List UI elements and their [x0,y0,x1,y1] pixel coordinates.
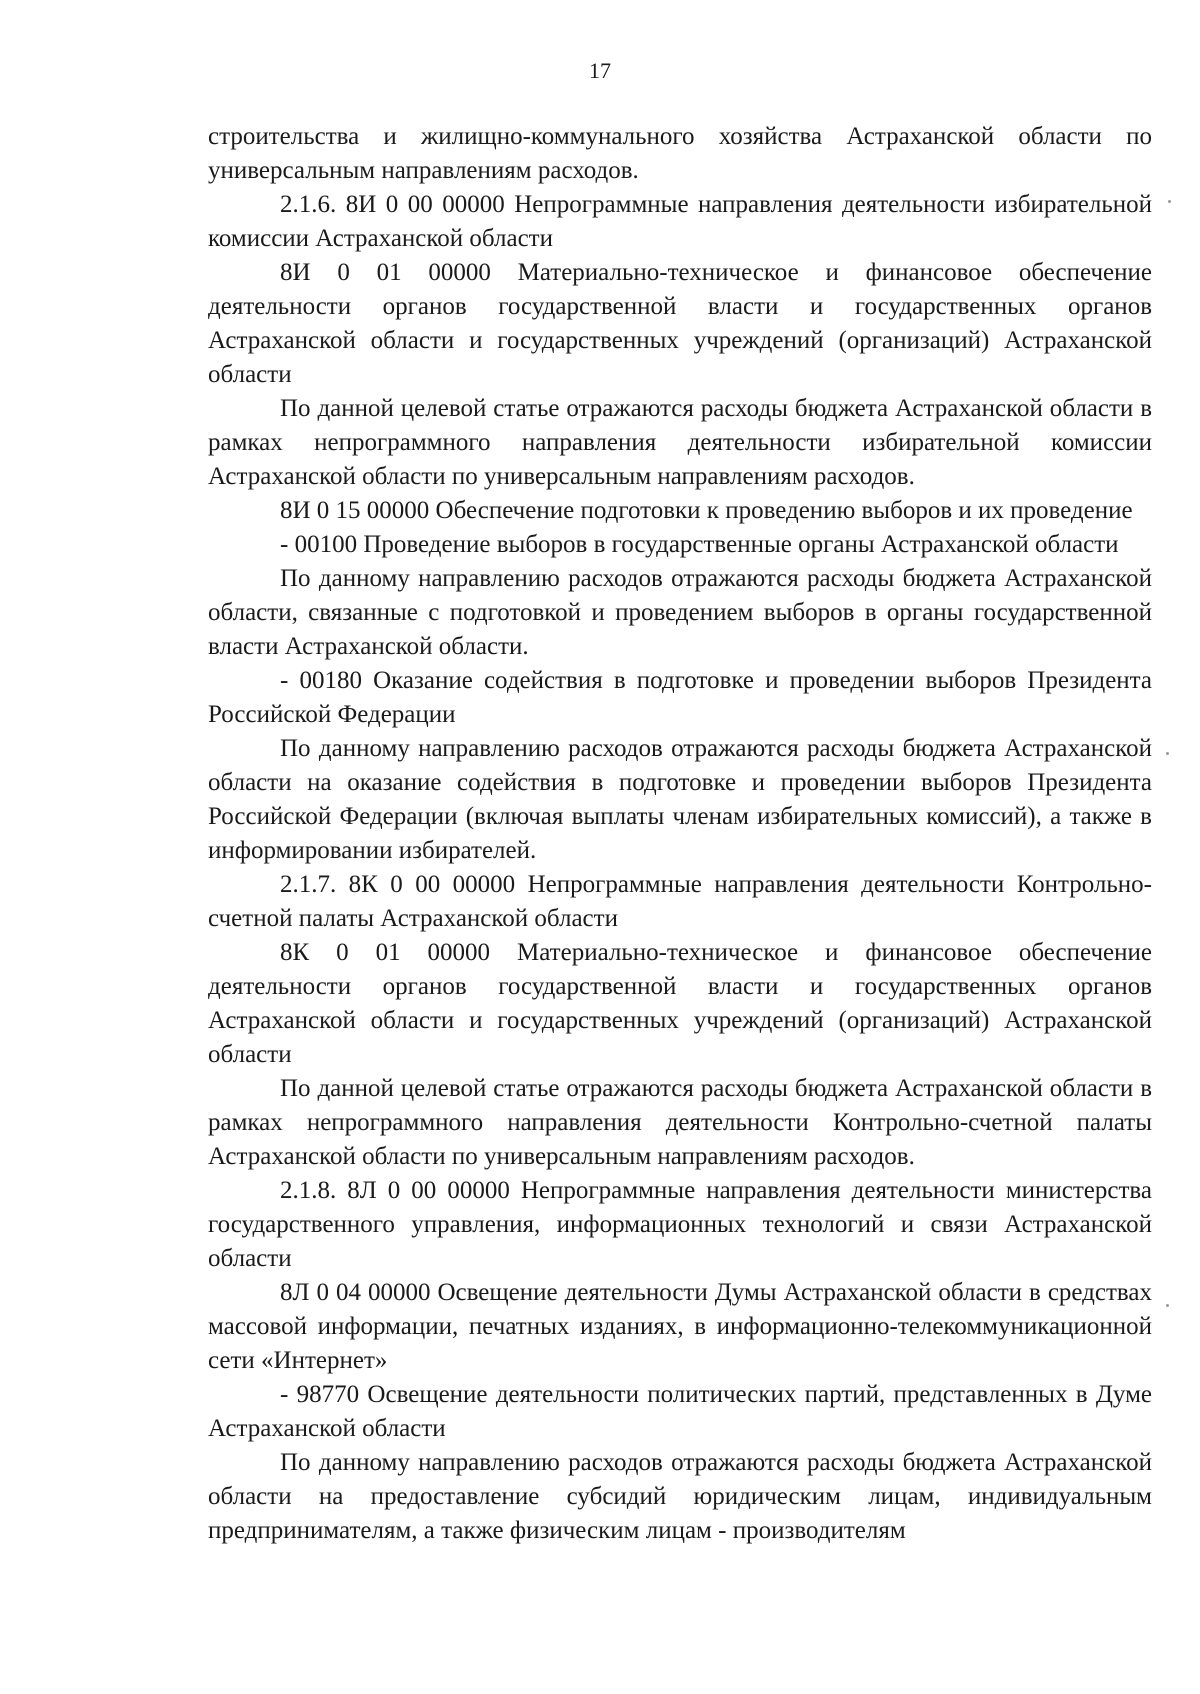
target-article-heading: 8Л 0 04 00000 Освещение деятельности Думы Астраханской области в средствах массовой информации, печатных изданиях, в информационно-телекоммуникационной сети «Интернет» [208,1279,1152,1374]
paragraph: По данному направлению расходов отражаются расходы бюджета Астраханской области на предоставление субсидий юридическим лицам, индивидуальным предпринимателям, а также физическим лицам - производителям [208,1449,1152,1544]
scan-speck [1168,200,1171,203]
paragraph: По данному направлению расходов отражаются расходы бюджета Астраханской области, связанные с подготовкой и проведением выборов в органы государственной власти Астраханской области. [208,565,1152,660]
paragraph: строительства и жилищно-коммунального хозяйства Астраханской области по универсальным направлениям расходов. [208,123,1152,184]
expense-direction-item: - 00100 Проведение выборов в государственные органы Астраханской области [280,531,1119,558]
paragraph: По данной целевой статье отражаются расходы бюджета Астраханской области в рамках непрограммного направления деятельности избирательной комиссии Астраханской области по универсальным направлениям расходов. [208,395,1152,490]
section-heading: 2.1.8. 8Л 0 00 00000 Непрограммные направления деятельности министерства государственного управления, информационных технологий и связи Астраханской области [208,1177,1152,1272]
expense-direction-item: - 00180 Оказание содействия в подготовке и проведении выборов Президента Российской Федерации [208,667,1152,728]
target-article-heading: 8К 0 01 00000 Материально-техническое и финансовое обеспечение деятельности органов государственной власти и государственных органов Астраханской области и государственных учреждений (организаций) Астраханской области [208,939,1152,1068]
paragraph: По данному направлению расходов отражаются расходы бюджета Астраханской области на оказание содействия в подготовке и проведении выборов Президента Российской Федерации (включая выплаты членам избирательных комиссий), а также в информировании избирателей. [208,735,1152,864]
scan-speck [1166,1304,1169,1307]
expense-direction-item: - 98770 Освещение деятельности политических партий, представленных в Думе Астраханской области [208,1381,1152,1442]
page-number: 17 [589,58,611,83]
document-body [208,120,1152,1548]
target-article-heading: 8И 0 01 00000 Материально-техническое и финансовое обеспечение деятельности органов государственной власти и государственных органов Астраханской области и государственных учреждений (организаций) Астраханской области [208,259,1152,388]
scan-speck [1166,752,1169,755]
section-heading: 2.1.6. 8И 0 00 00000 Непрограммные направления деятельности избирательной комиссии Астраханской области [208,191,1152,252]
target-article-heading: 8И 0 15 00000 Обеспечение подготовки к проведению выборов и их проведение [280,497,1133,524]
section-heading: 2.1.7. 8К 0 00 00000 Непрограммные направления деятельности Контрольно-счетной палаты Астраханской области [208,871,1152,932]
paragraph: По данной целевой статье отражаются расходы бюджета Астраханской области в рамках непрограммного направления деятельности Контрольно-счетной палаты Астраханской области по универсальным направлениям расходов. [208,1075,1152,1170]
